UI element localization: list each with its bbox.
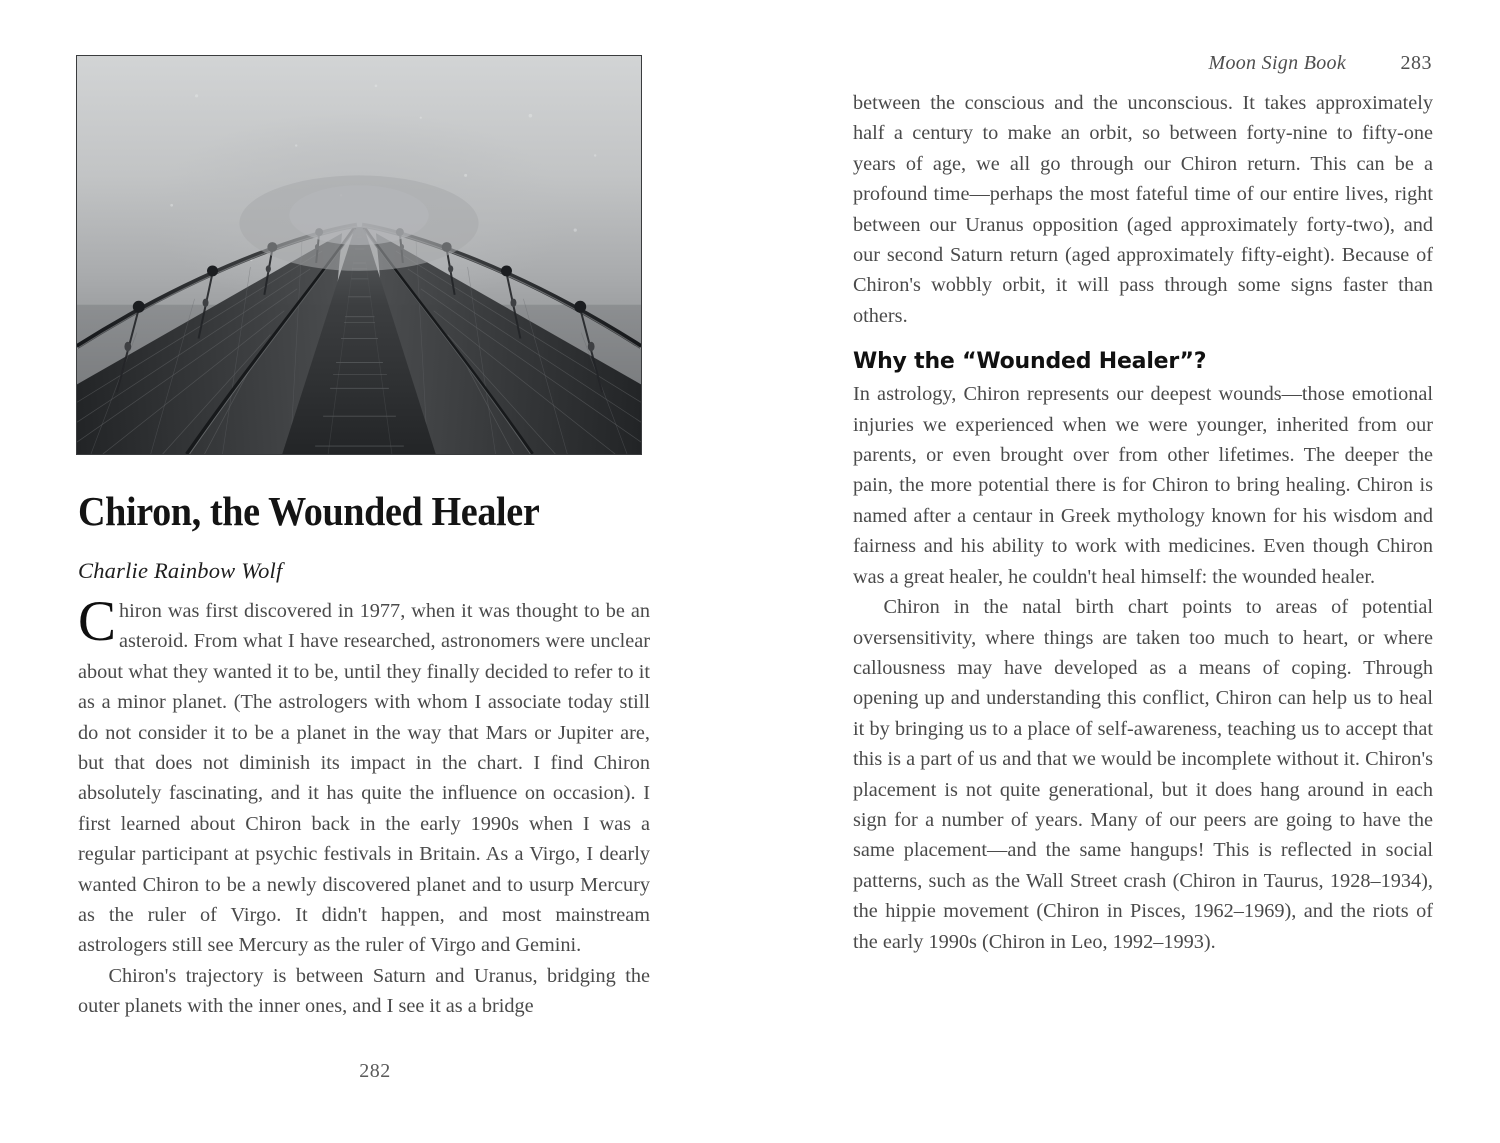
section-subheading: Why the “Wounded Healer”?: [853, 349, 1207, 375]
drop-cap: C: [78, 590, 117, 653]
page-title: Chiron, the Wounded Healer: [78, 488, 540, 534]
left-column-body: [78, 590, 650, 1022]
foggy-suspension-footbridge-photograph: [76, 55, 642, 455]
running-head: [1012, 52, 1432, 75]
author-byline: Charlie Rainbow Wolf: [78, 558, 283, 583]
body-paragraph: [78, 590, 650, 961]
body-paragraph: Chiron in the natal birth chart points to areas of potential oversensitivity, where things are taken too much to heart, or where callousness may have developed as a means of coping. Through opening up and understanding this conflict, Chiron can help us to heal it by bringing us to a place of self-awareness, teaching us to accept that this is a part of us and that we would be incomplete without it. Chiron's placement is not quite generational, but it does hang around in each sign for a number of years. Many of our peers are going to have the same placement—and the same hangups! This is reflected in social patterns, such as the Wall Street crash (Chiron in Taurus, 1928–1934), the hippie movement (Chiron in Pisces, 1962–1969), and the riots of the early 1990s (Chiron in Leo, 1992–1993).: [853, 596, 1433, 953]
body-paragraph: Chiron's trajectory is between Saturn and Uranus, bridging the outer planets with the inner ones, and I see it as a bridge: [78, 964, 650, 1018]
right-column-body: [853, 88, 1433, 957]
right-page: [750, 0, 1500, 1143]
running-head-title: Moon Sign Book: [1208, 52, 1346, 74]
folio-page-number: 283: [1400, 52, 1432, 74]
body-paragraph-text: hiron was first discovered in 1977, when it was thought to be an asteroid. From what I have researched, astronomers were unclear about what they wanted it to be, until they finally decided to refer to it as a minor planet. (The astrologers with whom I associate today still do not consider it to be a planet in the way that Mars or Jupiter are, but that does not diminish its impact in the chart. I find Chiron absolutely fascinating, and it has quite the influence on occasion). I first learned about Chiron back in the early 1990s when I was a regular participant at psychic festivals in Britain. As a Virgo, I dearly wanted Chiron to be a newly discovered planet and to usurp Mercury as the ruler of Virgo. It didn't happen, and most mainstream astrologers still see Mercury as the ruler of Virgo and Gemini.: [78, 600, 650, 957]
bridge-photo-illustration: [77, 56, 641, 454]
body-paragraph: between the conscious and the unconscious. It takes approximately half a century to make an orbit, so between forty-nine to fifty-one years of age, we all go through our Chiron return. This can be a profound time—perhaps the most fateful time of our entire lives, right between our Uranus opposition (aged approximately forty-two), and our second Saturn return (aged approximately fifty-eight). Because of Chiron's wobbly orbit, it will pass through some signs faster than others.: [853, 92, 1433, 327]
folio-page-number: 282: [359, 1060, 391, 1082]
body-paragraph: In astrology, Chiron represents our deepest wounds—those emotional injuries we experienced when we were younger, inherited from our parents, or even brought over from other lifetimes. The deeper the pain, the more potential there is for Chiron to bring healing. Chiron is named after a centaur in Greek mythology known for his wisdom and fairness and his ability to work with medicines. Even though Chiron was a great healer, he couldn't heal himself: the wounded healer.: [853, 383, 1433, 588]
